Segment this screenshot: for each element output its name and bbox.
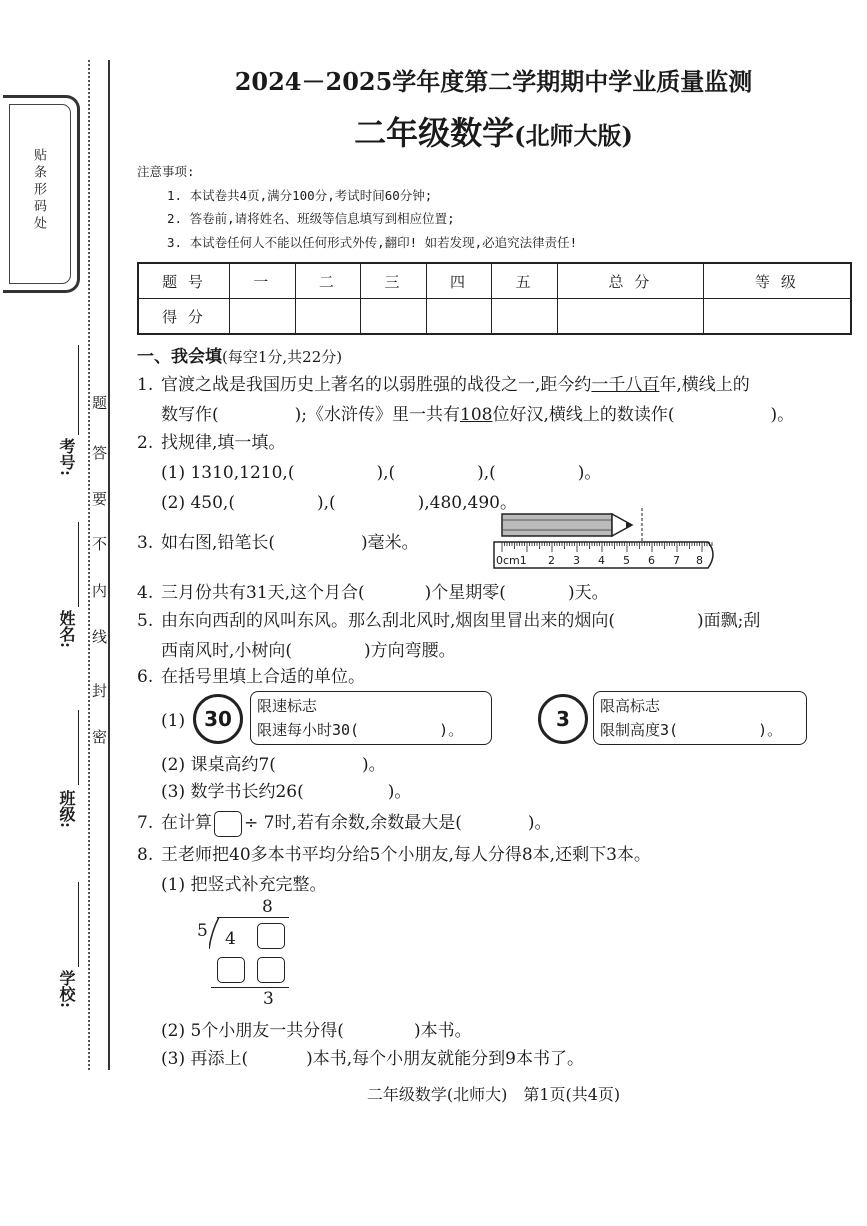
question-8 <box>137 840 651 900</box>
pencil-icon <box>502 514 632 536</box>
underlined-number: 一千八百 <box>591 375 660 395</box>
notice-item: 1. 本试卷共4页,满分100分,考试时间60分钟; <box>167 187 433 203</box>
question-text: 在括号里填上合适的单位。 <box>161 667 365 687</box>
question-text: )毫米。 <box>361 533 419 553</box>
pencil-ruler-svg <box>492 508 724 576</box>
question-text: (2) 450,( <box>161 493 235 513</box>
seal-char: 密 <box>92 728 108 746</box>
question-text: )。 <box>770 405 795 425</box>
question-6-sub1-label: (1) <box>161 711 186 731</box>
question-1 <box>137 370 857 430</box>
name-field[interactable] <box>78 522 79 607</box>
question-text: )。 <box>527 813 552 833</box>
question-text: 由东向西刮的风叫东风。那么刮北风时,烟囱里冒出来的烟向( <box>161 611 616 631</box>
division-bracket <box>209 917 221 949</box>
notice-item: 2. 答卷前,请将姓名、班级等信息填写到相应位置; <box>167 211 455 226</box>
seal-char: 答 <box>92 444 108 462</box>
seal-char: 不 <box>92 535 108 553</box>
dotted-binding-line <box>88 60 90 1070</box>
question-text: )本书,每个小朋友就能分到9本书了。 <box>306 1049 584 1069</box>
question-text: )。 <box>758 721 783 739</box>
name-label: 姓名: <box>57 610 76 648</box>
exam-subject: 二年级数学 <box>354 114 515 152</box>
question-8-sub3 <box>161 1044 584 1074</box>
seal-char: 封 <box>92 682 108 700</box>
height-limit-value: 3 <box>556 707 570 731</box>
exam-number-field[interactable] <box>78 345 79 435</box>
score-header-cell: 五 <box>492 263 558 299</box>
question-number: 4. <box>137 583 154 603</box>
speed-limit-sign-icon <box>193 694 243 744</box>
score-cell[interactable] <box>230 299 296 335</box>
dividend-box[interactable] <box>214 811 242 837</box>
score-header-cell: 等 级 <box>703 263 851 299</box>
speed-limit-text <box>257 718 485 742</box>
school-field[interactable] <box>78 882 79 967</box>
score-header-cell: 题 号 <box>138 263 230 299</box>
question-text: )方向弯腰。 <box>364 641 456 661</box>
question-1-line2 <box>137 400 857 430</box>
question-number: 7. <box>137 813 154 833</box>
question-number: 2. <box>137 433 154 453</box>
score-table-header-row <box>138 263 851 299</box>
question-text: 限制高度3( <box>600 721 679 739</box>
exam-title-line1: 2024－2025学年度第二学期期中学业质量监测 <box>234 67 753 96</box>
class-label: 班级: <box>57 790 76 828</box>
divisor: 5 <box>197 921 208 941</box>
question-text: (3) 再添上( <box>161 1049 249 1069</box>
ruler-label: 4 <box>598 554 605 567</box>
notice-item: 3. 本试卷任何人不能以任何形式外传,翻印! 如若发现,必追究法律责任! <box>167 234 578 250</box>
score-header-cell: 三 <box>361 263 427 299</box>
score-cell[interactable] <box>557 299 703 335</box>
question-number: 8. <box>137 845 154 865</box>
question-6 <box>137 662 365 692</box>
quotient-digit: 8 <box>262 897 273 917</box>
question-text: )个星期零( <box>424 583 506 603</box>
score-table <box>137 262 852 335</box>
question-8-sub1: (1) 把竖式补充完整。 <box>161 875 327 895</box>
ruler-label: 8 <box>696 554 703 567</box>
question-text: ),( <box>376 463 396 483</box>
pencil-ruler-figure <box>492 508 724 576</box>
question-text: ),( <box>316 493 336 513</box>
long-division <box>195 895 295 1015</box>
question-2 <box>137 428 601 518</box>
score-cell[interactable] <box>361 299 427 335</box>
school-label: 学校: <box>57 970 76 1008</box>
height-limit-sign-icon <box>538 694 588 744</box>
score-header-cell: 四 <box>426 263 492 299</box>
speed-limit-title: 限速标志 <box>257 697 318 715</box>
question-text: 限速每小时30( <box>257 721 360 739</box>
seal-char: 线 <box>92 628 108 646</box>
question-text: (1) 1310,1210,( <box>161 463 295 483</box>
question-text: 王老师把40多本书平均分给5个小朋友,每人分得8本,还剩下3本。 <box>161 845 651 865</box>
score-header-cell: 一 <box>230 263 296 299</box>
question-text: );《水浒传》里一共有 <box>294 405 461 425</box>
question-text: 三月份共有31天,这个月合( <box>161 583 365 603</box>
question-text: )。 <box>439 721 464 739</box>
ruler-label: 6 <box>648 554 655 567</box>
height-limit-card <box>593 691 807 745</box>
subtraction-bar <box>211 987 289 988</box>
score-row-label: 得 分 <box>138 299 230 335</box>
question-number: 6. <box>137 667 154 687</box>
question-text: 如右图,铅笔长( <box>161 533 276 553</box>
question-8-stem <box>137 840 651 870</box>
question-text: 位好汉,横线上的数读作( <box>492 405 675 425</box>
product-tens-box[interactable] <box>217 957 245 983</box>
score-header-cell: 总 分 <box>557 263 703 299</box>
question-5-line1 <box>137 606 861 636</box>
division-bar <box>217 917 289 918</box>
ruler-label: 2 <box>548 554 555 567</box>
section-title-text: 一、我会填 <box>137 347 222 367</box>
question-1-line1 <box>137 370 857 400</box>
score-cell[interactable] <box>492 299 558 335</box>
question-text: 西南风时,小树向( <box>161 641 293 661</box>
question-text: 在计算 <box>161 813 212 833</box>
height-limit-text <box>600 718 800 742</box>
question-2-sub1 <box>137 458 601 488</box>
score-cell[interactable] <box>426 299 492 335</box>
height-limit-title: 限高标志 <box>600 697 661 715</box>
speed-limit-card <box>250 691 492 745</box>
question-number: 1. <box>137 375 154 395</box>
ruler-label: 3 <box>573 554 580 567</box>
question-text: )面飘;刮 <box>697 611 761 631</box>
question-8-sub2 <box>161 1016 472 1046</box>
score-cell[interactable] <box>703 299 851 335</box>
product-ones-box[interactable] <box>257 957 285 983</box>
question-6-sub2 <box>161 750 386 780</box>
question-text: 数写作( <box>161 405 219 425</box>
question-text: (2) 5个小朋友一共分得( <box>161 1021 344 1041</box>
notice-block <box>137 160 577 254</box>
page-footer: 二年级数学(北师大) 第1页(共4页) <box>366 1085 621 1104</box>
notice-heading: 注意事项: <box>137 164 195 179</box>
question-text: )。 <box>577 463 602 483</box>
score-table-score-row <box>138 299 851 335</box>
dividend-tens-digit: 4 <box>225 929 236 949</box>
speed-limit-value: 30 <box>204 707 232 731</box>
section-title <box>137 342 342 372</box>
seal-char: 要 <box>92 490 108 508</box>
score-cell[interactable] <box>295 299 361 335</box>
exam-main-title <box>0 108 867 154</box>
solid-binding-line <box>108 60 110 1070</box>
exam-edition: (北师大版) <box>514 121 633 150</box>
section-note: (每空1分,共22分) <box>222 348 343 366</box>
question-text: ),( <box>477 463 496 483</box>
question-text: )。 <box>361 755 386 775</box>
underlined-number: 108 <box>460 405 493 425</box>
ruler-label: 5 <box>623 554 630 567</box>
question-text: )。 <box>387 782 412 802</box>
dividend-ones-box[interactable] <box>257 923 285 949</box>
question-2-stem <box>137 428 601 458</box>
question-text: (3) 数学书长约26( <box>161 782 304 802</box>
question-4 <box>137 578 609 608</box>
class-field[interactable] <box>78 710 79 785</box>
question-text: 年,横线上的 <box>659 375 750 395</box>
seal-char: 题 <box>92 394 108 412</box>
question-number: 5. <box>137 611 154 631</box>
question-number: 3. <box>137 533 154 553</box>
question-7 <box>137 808 552 838</box>
question-text: ),480,490。 <box>417 493 517 513</box>
ruler-label: 0cm1 <box>496 554 527 567</box>
question-text: (2) 课桌高约7( <box>161 755 276 775</box>
question-text: )天。 <box>567 583 609 603</box>
question-text: 找规律,填一填。 <box>161 433 286 453</box>
question-3 <box>137 528 419 558</box>
seal-char: 内 <box>92 582 108 600</box>
question-6-sub3 <box>161 777 411 807</box>
ruler-label: 7 <box>673 554 680 567</box>
question-5 <box>137 606 861 666</box>
question-text: ÷ 7时,若有余数,余数最大是( <box>244 813 462 833</box>
exam-number-label: 考号: <box>57 438 76 476</box>
remainder: 3 <box>263 989 274 1009</box>
question-text: 官渡之战是我国历史上著名的以弱胜强的战役之一,距今约 <box>161 375 592 395</box>
barcode-sticker-label: 贴条形码处 <box>31 148 46 233</box>
score-header-cell: 二 <box>295 263 361 299</box>
question-text: )本书。 <box>413 1021 472 1041</box>
